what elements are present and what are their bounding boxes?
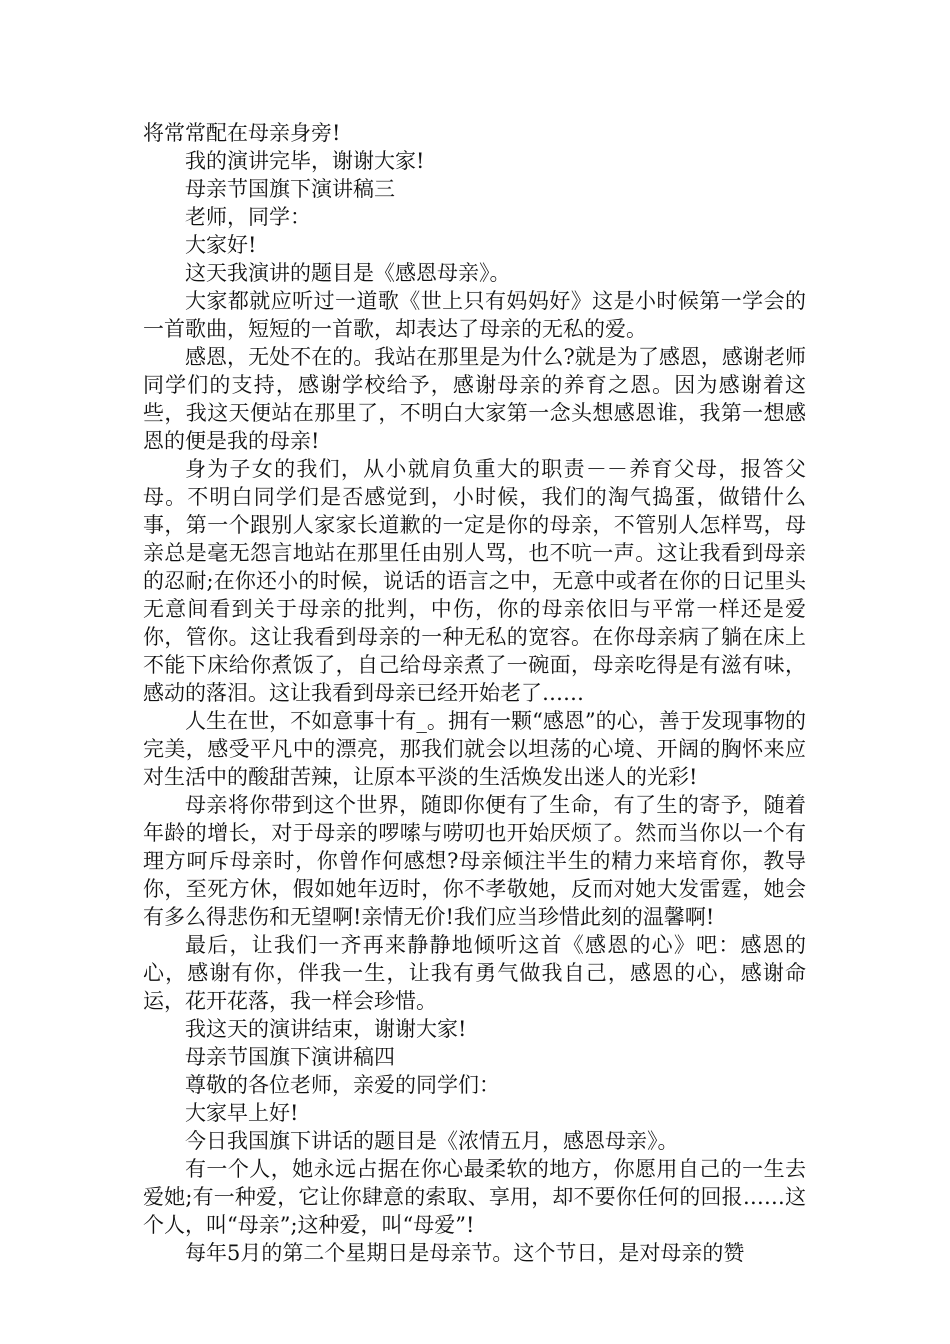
paragraph: 感恩，无处不在的。我站在那里是为什么?就是为了感恩，感谢老师同学们的支持，感谢学校给予，感谢母亲的养育之恩。因为感谢着这些，我这天便站在那里了，不明白大家第一念头想感恩谁，我第一想感恩的便是我的母亲!: [143, 345, 806, 453]
document-body: [143, 119, 806, 1267]
paragraph: 我的演讲完毕，谢谢大家!: [185, 149, 425, 173]
paragraph: 这天我演讲的题目是《感恩母亲》。: [185, 261, 511, 285]
paragraph: 尊敬的各位老师，亲爱的同学们：: [185, 1073, 500, 1097]
paragraph: 老师，同学：: [185, 205, 311, 229]
paragraph: 我这天的演讲结束，谢谢大家!: [185, 1017, 467, 1041]
section-heading: 母亲节国旗下演讲稿四: [185, 1045, 395, 1069]
paragraph: 大家都就应听过一道歌《世上只有妈妈好》这是小时候第一学会的一首歌曲，短短的一首歌，却表达了母亲的无私的爱。: [143, 289, 806, 341]
paragraph: 身为子女的我们，从小就肩负重大的职责－－养育父母，报答父母。不明白同学们是否感觉到，小时候，我们的淘气捣蛋，做错什么事，第一个跟别人家家长道歉的一定是你的母亲，不管别人怎样骂，母亲总是毫无怨言地站在那里任由别人骂，也不吭一声。这让我看到母亲的忍耐;在你还小的时候，说话的语言之中，无意中或者在你的日记里头无意间看到关于母亲的批判，中伤，你的母亲依旧与平常一样还是爱你，管你。这让我看到母亲的一种无私的宽容。在你母亲病了躺在床上不能下床给你煮饭了，自己给母亲煮了一碗面，母亲吃得是有滋有味，感动的落泪。这让我看到母亲已经开始老了……: [143, 457, 806, 705]
paragraph: 母亲将你带到这个世界，随即你便有了生命，有了生的寄予，随着年龄的增长，对于母亲的啰嗦与唠叨也开始厌烦了。然而当你以一个有理方呵斥母亲时，你曾作何感想?母亲倾注半生的精力来培育你，教导你，至死方休，假如她年迈时，你不孝敬她，反而对她大发雷霆，她会有多么得悲伤和无望啊!亲情无价!我们应当珍惜此刻的温馨啊!: [143, 793, 806, 929]
paragraph: 将常常配在母亲身旁!: [143, 121, 341, 145]
paragraph: 今日我国旗下讲话的题目是《浓情五月，感恩母亲》。: [185, 1129, 679, 1153]
paragraph: 大家好!: [185, 233, 257, 257]
paragraph: 有一个人，她永远占据在你心最柔软的地方，你愿用自己的一生去爱她;有一种爱，它让你肆意的索取、享用，却不要你任何的回报……这个人，叫“母亲”;这种爱，叫“母爱”!: [143, 1157, 806, 1237]
paragraph: 每年5月的第二个星期日是母亲节。这个节日，是对母亲的赞: [185, 1241, 745, 1265]
section-heading: 母亲节国旗下演讲稿三: [185, 177, 395, 201]
paragraph: 最后，让我们一齐再来静静地倾听这首《感恩的心》吧：感恩的心，感谢有你，伴我一生，让我有勇气做我自己，感恩的心，感谢命运，花开花落，我一样会珍惜。: [143, 933, 806, 1013]
paragraph: 人生在世，不如意事十有_。拥有一颗“感恩”的心，善于发现事物的完美，感受平凡中的漂亮，那我们就会以坦荡的心境、开阔的胸怀来应对生活中的酸甜苦辣，让原本平淡的生活焕发出迷人的光彩!: [143, 709, 806, 789]
paragraph: 大家早上好!: [185, 1101, 299, 1125]
